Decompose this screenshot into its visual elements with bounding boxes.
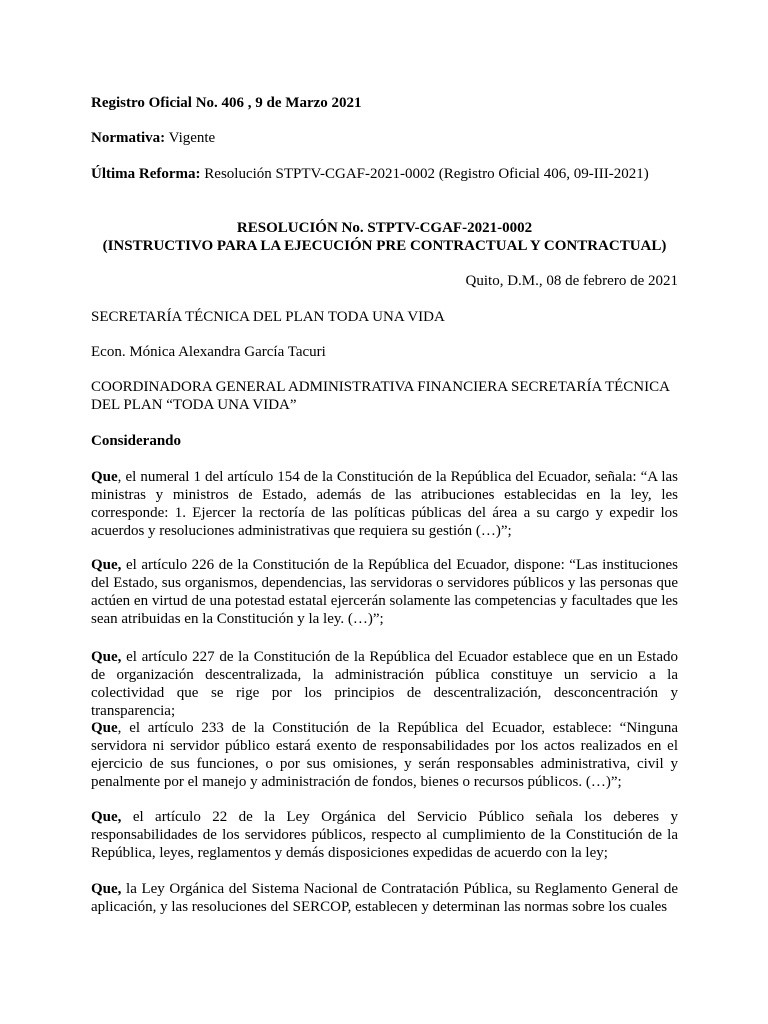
que-lead: Que, bbox=[91, 649, 122, 665]
considerando-paragraph bbox=[91, 468, 678, 540]
registro-oficial: Registro Oficial No. 406 , 9 de Marzo 2021 bbox=[91, 95, 362, 111]
considerando-paragraph bbox=[91, 648, 678, 720]
considerando-heading: Considerando bbox=[91, 433, 182, 449]
paragraph-text: , el numeral 1 del artículo 154 de la Constitución de la República del Ecuador, señala: “A las ministras y ministros de Estado, además de las atribuciones establecidas en la ley, les corresponde: 1. Ejercer la rectoría de las políticas públicas del área a su cargo y expedir los acuerdos y resoluciones administrativas que requiera su gestión (…)”; bbox=[91, 469, 678, 539]
reforma-label: Última Reforma: bbox=[91, 166, 201, 182]
resolution-subtitle: (INSTRUCTIVO PARA LA EJECUCIÓN PRE CONTRACTUAL Y CONTRACTUAL) bbox=[102, 238, 667, 254]
considerando-paragraph bbox=[91, 808, 678, 862]
signer-role: COORDINADORA GENERAL ADMINISTRATIVA FINANCIERA SECRETARÍA TÉCNICA DEL PLAN “TODA UNA VIDA” bbox=[91, 379, 670, 413]
paragraph-text: la Ley Orgánica del Sistema Nacional de Contratación Pública, su Reglamento General de aplicación, y las resoluciones del SERCOP, establecen y determinan las normas sobre los cuales bbox=[91, 881, 678, 915]
considerando-paragraph bbox=[91, 880, 678, 916]
paragraph-text: el artículo 22 de la Ley Orgánica del Servicio Público señala los deberes y responsabilidades de los servidores públicos, respecto al cumplimiento de la Constitución de la República, leyes, reglamentos y demás disposiciones expedidas de acuerdo con la ley; bbox=[91, 809, 678, 861]
que-lead: Que, bbox=[91, 881, 122, 897]
place-date: Quito, D.M., 08 de febrero de 2021 bbox=[465, 273, 678, 289]
normativa-line bbox=[91, 129, 215, 147]
paragraph-text: , el artículo 233 de la Constitución de la República del Ecuador, establece: “Ninguna servidora ni servidor público estará exento de responsabilidades por los actos realizados en el ejercicio de sus funciones, o por sus omisiones, y serán responsables administrativa, civil y penalmente por el manejo y administración de fondos, bienes o recursos públicos. (…)”; bbox=[91, 720, 678, 790]
que-lead: Que bbox=[91, 720, 118, 736]
que-lead: Que bbox=[91, 469, 118, 485]
signer-name: Econ. Mónica Alexandra García Tacuri bbox=[91, 344, 326, 360]
considerando-paragraph bbox=[91, 556, 678, 628]
que-lead: Que, bbox=[91, 557, 122, 573]
reforma-value: Resolución STPTV-CGAF-2021-0002 (Registro Oficial 406, 09-III-2021) bbox=[200, 166, 649, 182]
paragraph-text: el artículo 226 de la Constitución de la República del Ecuador, dispone: “Las instituciones del Estado, sus organismos, dependencias, las servidoras o servidores públicos y las personas que actúen en virtud de una potestad estatal ejercerán solamente las competencias y facultades que les sean atribuidas en la Constitución y la ley. (…)”; bbox=[91, 557, 678, 627]
paragraph-text: el artículo 227 de la Constitución de la República del Ecuador establece que en un Estado de organización descentralizada, la administración pública constituye un servicio a la colectividad que se rige por los principios de descentralización, desconcentración y transparencia; bbox=[91, 649, 678, 719]
normativa-value: Vigente bbox=[165, 130, 216, 146]
que-lead: Que, bbox=[91, 809, 122, 825]
ultima-reforma-line bbox=[91, 165, 649, 183]
considerando-paragraph bbox=[91, 719, 678, 791]
institution-name: SECRETARÍA TÉCNICA DEL PLAN TODA UNA VIDA bbox=[91, 309, 445, 325]
resolution-title: RESOLUCIÓN No. STPTV-CGAF-2021-0002 bbox=[236, 220, 533, 236]
normativa-label: Normativa: bbox=[91, 130, 166, 146]
